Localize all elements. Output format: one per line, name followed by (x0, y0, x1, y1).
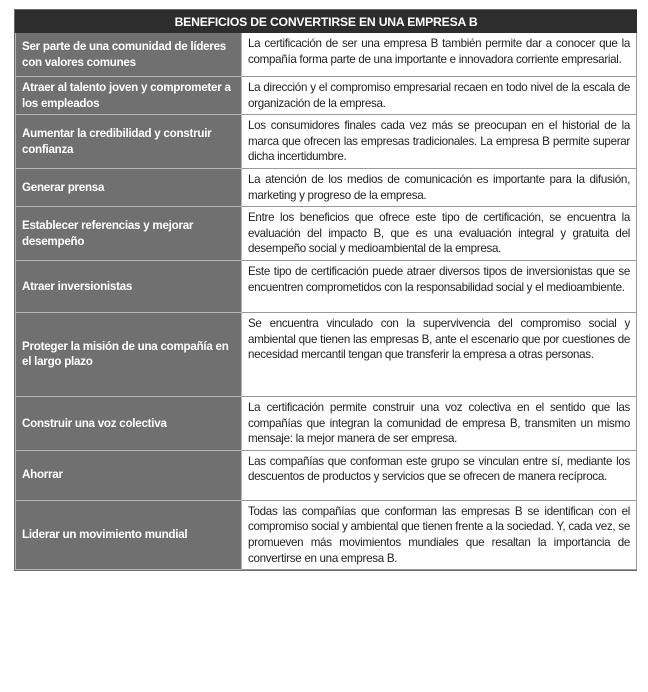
benefits-table (15, 10, 637, 570)
benefit-label: Atraer inversionistas (16, 260, 242, 312)
table-row (16, 77, 637, 115)
benefit-description: Las compañías que conforman este grupo se vinculan entre sí, mediante los descuentos de productos y servicios que se ofrecen de manera recíproca. (242, 450, 637, 500)
benefit-description: La dirección y el compromiso empresarial recaen en todo nivel de la escala de organización de la empresa. (242, 77, 637, 115)
benefit-label: Aumentar la credibilidad y construir confianza (16, 115, 242, 169)
benefit-label: Establecer referencias y mejorar desempeño (16, 207, 242, 261)
benefit-label: Construir una voz colectiva (16, 396, 242, 450)
benefit-description: La certificación de ser una empresa B también permite dar a conocer que la compañía forma parte de una importante e innovadora corriente empresarial. (242, 33, 637, 77)
benefit-description: Todas las compañías que conforman las empresas B se identifican con el compromiso social y ambiental que tienen frente a la sociedad. Y, cada vez, se promueven más movimientos mundiales que resaltan la importancia de convertirse en una empresa B. (242, 500, 637, 569)
benefit-description: La atención de los medios de comunicación es importante para la difusión, marketing y progreso de la empresa. (242, 168, 637, 206)
benefit-label: Liderar un movimiento mundial (16, 500, 242, 569)
table-row (16, 396, 637, 450)
table-row (16, 33, 637, 77)
benefits-table-container (14, 9, 637, 571)
benefit-label: Proteger la misión de una compañía en el largo plazo (16, 312, 242, 396)
table-row (16, 168, 637, 206)
benefit-label: Atraer al talento joven y comprometer a los empleados (16, 77, 242, 115)
table-row (16, 207, 637, 261)
benefit-label: Generar prensa (16, 168, 242, 206)
table-row (16, 450, 637, 500)
table-row (16, 500, 637, 569)
benefit-description: Los consumidores finales cada vez más se preocupan en el historial de la marca que ofrecen las empresas tradicionales. La empresa B permite superar dicha incertidumbre. (242, 115, 637, 169)
benefit-label: Ser parte de una comunidad de líderes con valores comunes (16, 33, 242, 77)
benefit-label: Ahorrar (16, 450, 242, 500)
table-row (16, 312, 637, 396)
table-title: BENEFICIOS DE CONVERTIRSE EN UNA EMPRESA B (16, 11, 637, 33)
benefit-description: Se encuentra vinculado con la supervivencia del compromiso social y ambiental que tienen las empresas B, ante el escenario que por cuestiones de necesidad mercantil tengan que transferir la empresa a otras personas. (242, 312, 637, 396)
table-row (16, 115, 637, 169)
benefit-description: La certificación permite construir una voz colectiva en el sentido que las compañías que integran la comunidad de empresa B, transmiten un mismo mensaje: la mejor manera de ser empresa. (242, 396, 637, 450)
benefit-description: Entre los beneficios que ofrece este tipo de certificación, se encuentra la evaluación del impacto B, que es una evaluación integral y gratuita del desempeño social y medioambiental de la empresa. (242, 207, 637, 261)
table-row (16, 260, 637, 312)
benefit-description: Este tipo de certificación puede atraer diversos tipos de inversionistas que se encuentren comprometidos con la responsabilidad social y el medioambiente. (242, 260, 637, 312)
